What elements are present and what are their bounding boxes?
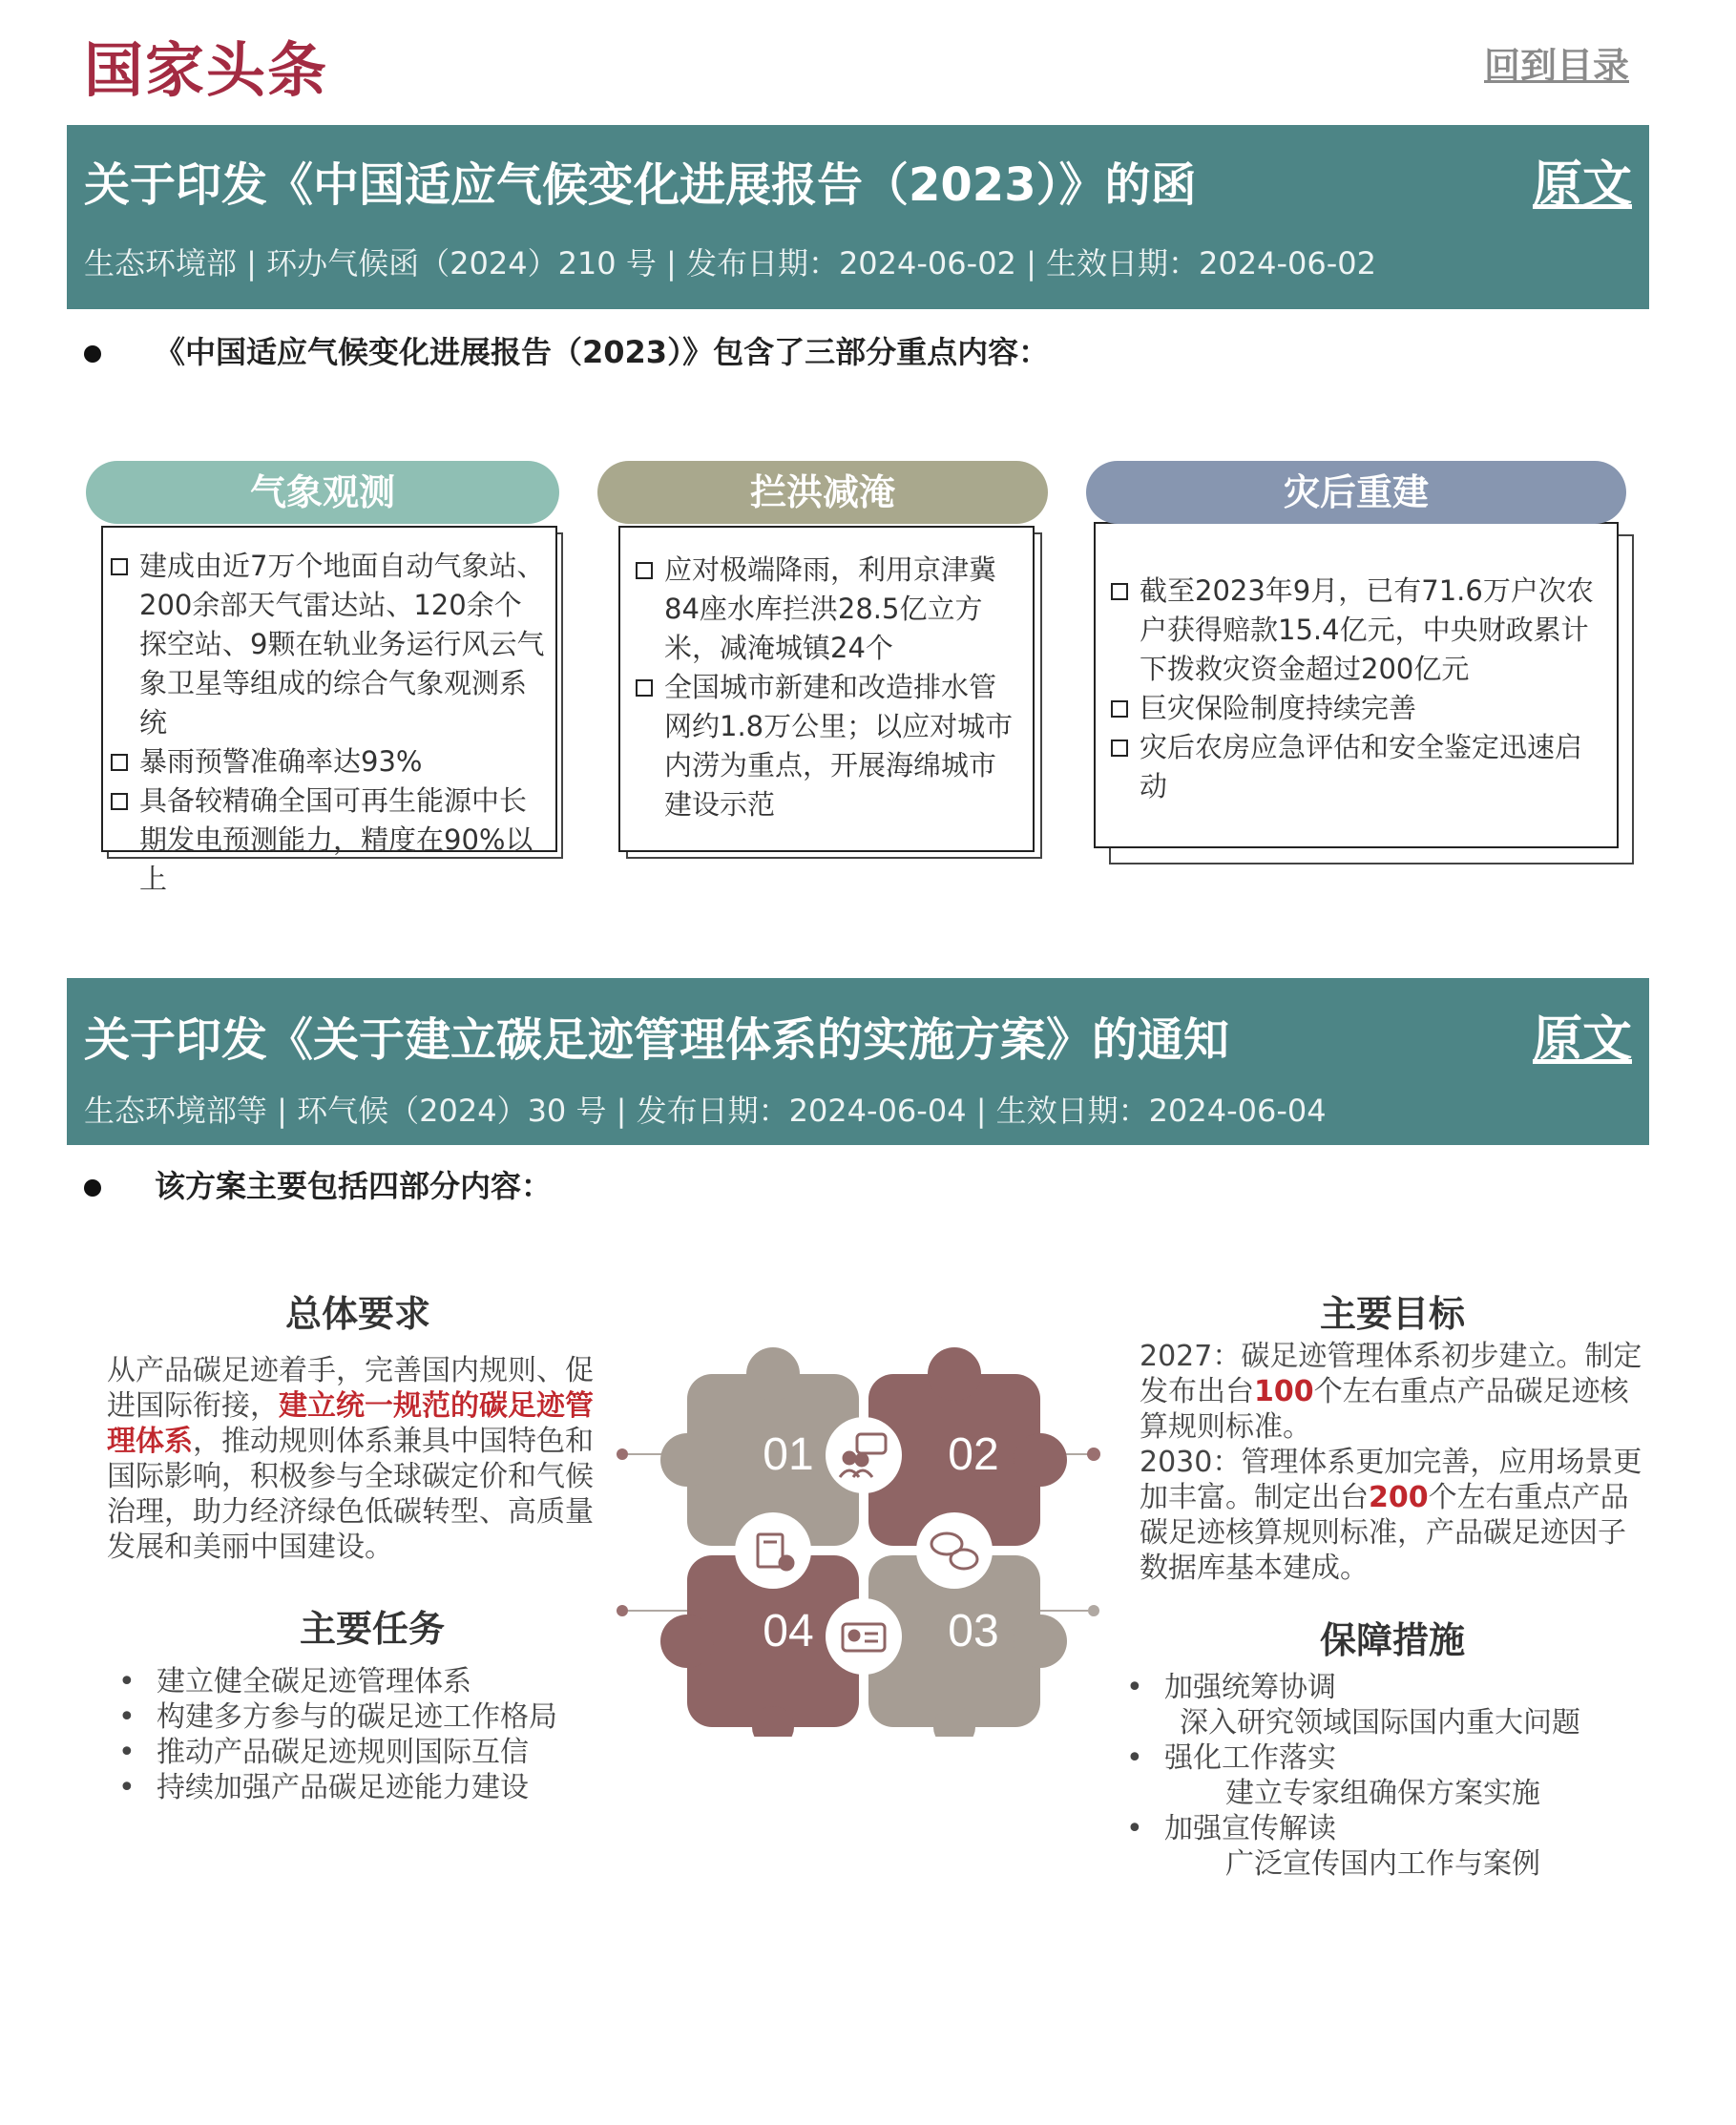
tasks-list: [118, 1664, 615, 1805]
card1-item: 暴雨预警准确率达93%: [111, 742, 545, 781]
article1-intro: 《中国适应气候变化进展报告（2023）》包含了三部分重点内容：: [84, 328, 1049, 372]
card1-title: 气象观测: [86, 461, 559, 524]
measures-heading: 保障措施: [1319, 1619, 1465, 1661]
card3-title: 灾后重建: [1086, 461, 1626, 524]
bullet-dot-icon: [84, 345, 101, 363]
goal-2030: 2030：管理体系更加完善，应用场景更加丰富。制定出台200个左右重点产品碳足迹核算规则标准，产品碳足迹因子数据库基本建成。: [1140, 1446, 1642, 1585]
puzzle-label-02: 02: [948, 1429, 999, 1480]
measures-list: [1126, 1670, 1642, 1882]
article2-meta: 生态环境部等 | 环气候（2024）30 号 | 发布日期：2024-06-04 | 生效日期：2024-06-04: [84, 1093, 1327, 1129]
card1-box: [101, 526, 557, 895]
overall-heading: 总体要求: [284, 1293, 430, 1335]
card2-item: 应对极端降雨，利用京津冀84座水库拦洪28.5亿立方米，减淹城镇24个: [636, 551, 1017, 668]
task-item: • 推动产品碳足迹规则国际互信: [118, 1735, 615, 1770]
book-icon-circle: [735, 1512, 811, 1589]
puzzle-label-01: 01: [763, 1429, 814, 1480]
goal-2027: 2027：碳足迹管理体系初步建立。制定发布出台100个左右重点产品碳足迹核算规则标准。: [1140, 1340, 1642, 1444]
card2-title: 拦洪减淹: [597, 461, 1048, 524]
card2-item: 全国城市新建和改造排水管网约1.8万公里；以应对城市内涝为重点，开展海绵城市建设示范: [636, 668, 1017, 824]
article2-source-link[interactable]: 原文: [1532, 1011, 1632, 1069]
measure-detail: 深入研究领域国际国内重大问题: [1180, 1706, 1580, 1740]
connector-dot: [617, 1605, 628, 1616]
connector-dot: [1087, 1448, 1100, 1461]
measure-detail: 建立专家组确保方案实施: [1225, 1777, 1540, 1810]
connector-dot: [617, 1448, 628, 1460]
task-item: • 持续加强产品碳足迹能力建设: [118, 1770, 615, 1805]
card3-item: 截至2023年9月，已有71.6万户次农户获得赔款15.4亿元，中央财政累计下拨救灾资金超过200亿元: [1111, 572, 1607, 689]
goals-heading: 主要目标: [1319, 1293, 1465, 1335]
brand-title: 国家头条: [84, 35, 329, 105]
measure-item: • 强化工作落实: [1126, 1740, 1642, 1776]
puzzle-diagram: [611, 1336, 1126, 1737]
card2-box: [618, 526, 1035, 852]
puzzle-label-04: 04: [763, 1606, 814, 1656]
article2-title: 关于印发《关于建立碳足迹管理体系的实施方案》的通知: [84, 1013, 1230, 1067]
article1-title: 关于印发《中国适应气候变化进展报告（2023）》的函: [84, 158, 1197, 212]
puzzle-label-03: 03: [948, 1606, 999, 1656]
article1-meta: 生态环境部 | 环办气候函（2024）210 号 | 发布日期：2024-06-02 | 生效日期：2024-06-02: [84, 245, 1377, 281]
article2-intro: 该方案主要包括四部分内容：: [84, 1162, 552, 1206]
card2-content: [636, 551, 1017, 824]
measure-item: • 加强宣传解读: [1126, 1811, 1642, 1846]
article1-source-link[interactable]: 原文: [1532, 156, 1632, 214]
goals-text: [1140, 1339, 1645, 1586]
task-item: • 建立健全碳足迹管理体系: [118, 1664, 615, 1699]
task-item: • 构建多方参与的碳足迹工作格局: [118, 1699, 615, 1735]
card3-box: [1094, 522, 1619, 848]
card3-item: 巨灾保险制度持续完善: [1111, 689, 1607, 728]
bullet-dot-icon: [84, 1179, 101, 1197]
idcard-icon-circle: [826, 1598, 902, 1675]
card3-content: [1111, 572, 1607, 806]
measure-item: • 加强统筹协调: [1126, 1670, 1642, 1705]
overall-highlight: 建立统一规范的碳足迹管理体系: [107, 1389, 594, 1458]
card3-item: 灾后农房应急评估和安全鉴定迅速启动: [1111, 728, 1607, 806]
card1-item: 建成由近7万个地面自动气象站、200余部天气雷达站、120余个探空站、9颗在轨业务运行风云气象卫星等组成的综合气象观测系统: [111, 547, 545, 742]
article1-banner: [67, 125, 1649, 309]
overall-text: 从产品碳足迹着手，完善国内规则、促进国际衔接，建立统一规范的碳足迹管理体系，推动规则体系兼具中国特色和国际影响，积极参与全球碳定价和气候治理，助力经济绿色低碳转型、高质量发展和美丽中国建设。: [107, 1354, 594, 1564]
measure-detail: 广泛宣传国内工作与案例: [1225, 1847, 1540, 1881]
card1-item: 具备较精确全国可再生能源中长期发电预测能力，精度在90%以上: [111, 781, 545, 899]
card1-content: [111, 547, 545, 899]
connector-dot: [1088, 1605, 1099, 1616]
chat-icon-circle: [916, 1512, 993, 1589]
article2-banner: [67, 978, 1649, 1145]
back-to-toc-link[interactable]: 回到目录: [1484, 45, 1630, 87]
tasks-heading: 主要任务: [299, 1608, 445, 1650]
